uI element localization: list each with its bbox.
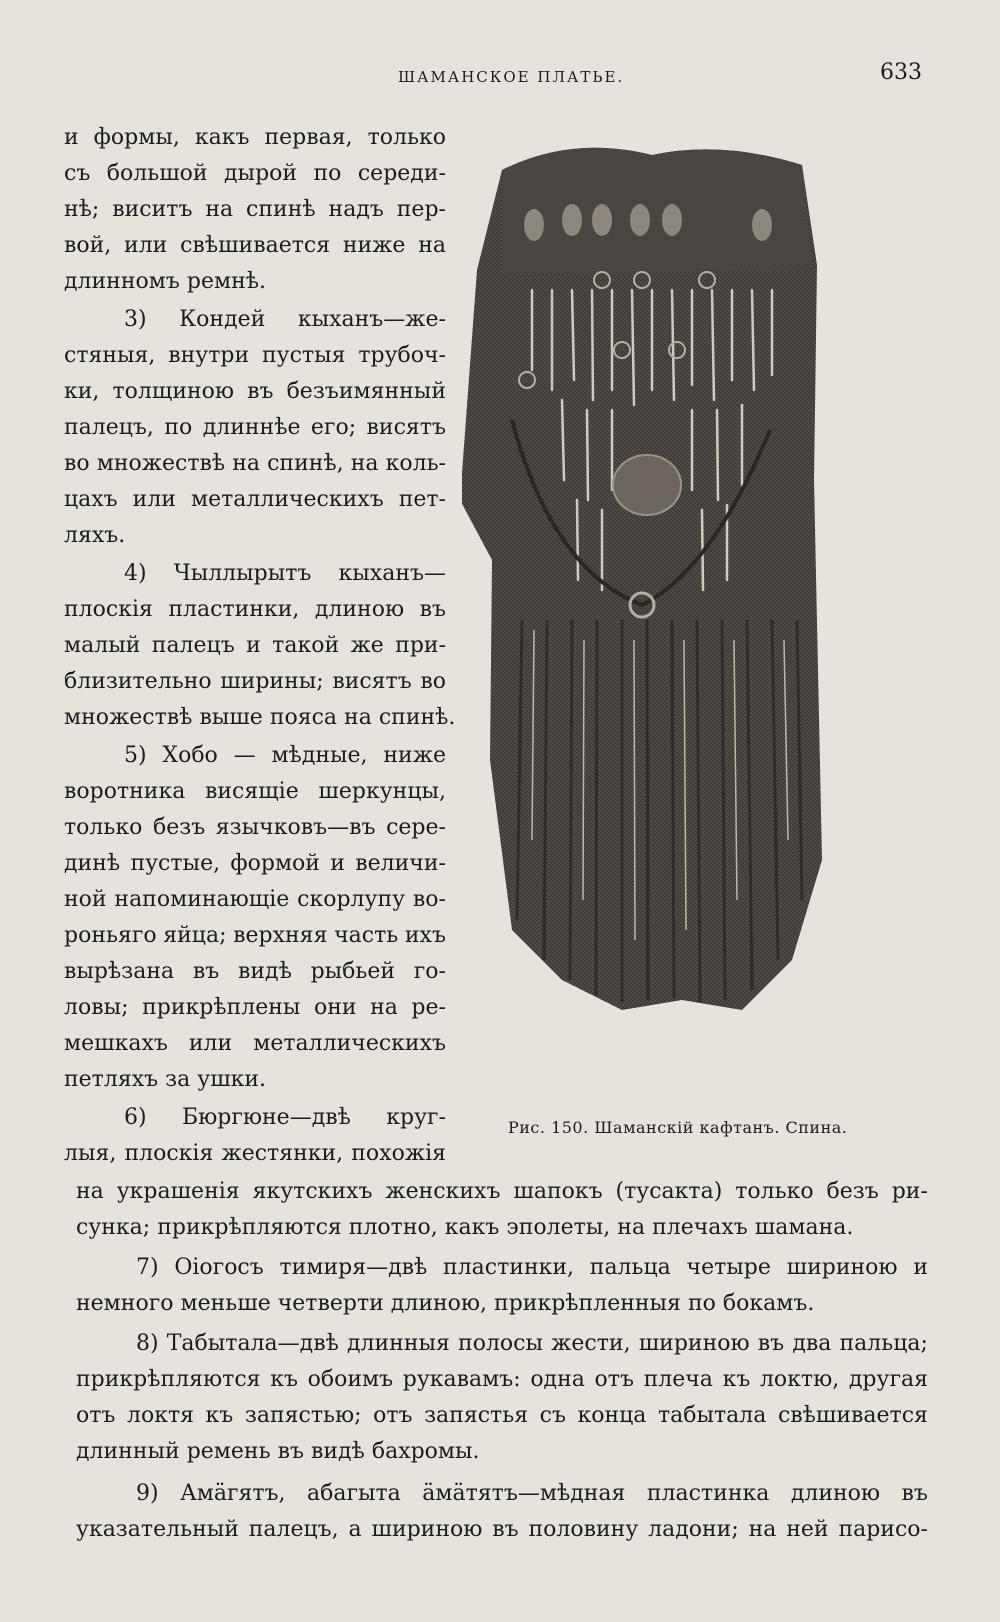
figure-caption: Рис. 150. Шаманскій кафтанъ. Спина. — [508, 1118, 848, 1137]
text-line: 8) Табытала—двѣ длинныя полосы жести, шириною въ два пальца; — [136, 1331, 928, 1356]
text-line: 9) Амäгятъ, абагыта äмäтятъ—мѣдная пластинка длиною въ — [136, 1481, 928, 1506]
caftan-engraving — [462, 140, 862, 1090]
text-line: плоскія пластинки, длиною въ — [64, 597, 446, 622]
page-number: 633 — [880, 60, 922, 85]
text-line: мешкахъ или металлическихъ — [64, 1031, 446, 1056]
text-line: динѣ пустые, формой и величи- — [64, 851, 446, 876]
text-line: указательный палецъ, а шириною въ половину ладони; на ней парисо- — [76, 1517, 928, 1542]
text-line: стяныя, внутри пустыя трубоч- — [64, 343, 446, 368]
text-line: только безъ язычковъ—въ сере- — [64, 815, 446, 840]
text-line: длинный ремень въ видѣ бахромы. — [76, 1439, 480, 1464]
text-line: нѣ; виситъ на спинѣ надъ пер- — [64, 197, 446, 222]
text-line: лыя, плоскія жестянки, похожія — [64, 1141, 446, 1166]
text-line: 6) Бюргюне—двѣ круг- — [124, 1105, 446, 1130]
text-line: на украшенія якутскихъ женскихъ шапокъ (тусакта) только безъ ри- — [76, 1179, 928, 1204]
text-line: ляхъ. — [64, 523, 126, 548]
text-line: 5) Хобо — мѣдные, ниже — [124, 743, 446, 768]
text-line: отъ локтя къ запястью; отъ запястья съ конца табытала свѣшивается — [76, 1403, 928, 1428]
text-line: петляхъ за ушки. — [64, 1067, 267, 1092]
text-line: близительно ширины; висятъ во — [64, 669, 446, 694]
text-line: множествѣ выше пояса на спинѣ. — [64, 705, 456, 730]
text-line: 3) Кондей кыханъ—же- — [124, 307, 446, 332]
text-line: воротника висящіе шеркунцы, — [64, 779, 446, 804]
text-line: роньяго яйца; верхняя часть ихъ — [64, 923, 446, 948]
text-line: вырѣзана въ видѣ рыбьей го- — [64, 959, 446, 984]
text-line: прикрѣпляются къ обоимъ рукавамъ: одна отъ плеча къ локтю, другая — [76, 1367, 928, 1392]
text-line: ки, толщиною въ безъимянный — [64, 379, 446, 404]
shaman-caftan-illustration — [462, 140, 862, 1090]
text-line: 7) Оіогосъ тимиря—двѣ пластинки, пальца четыре шириною и — [136, 1255, 928, 1280]
text-line: сунка; прикрѣпляются плотно, какъ эполеты, на плечахъ шамана. — [76, 1215, 854, 1240]
running-title: ШАМАНСКОЕ ПЛАТЬЕ. — [398, 68, 625, 86]
text-line: вой, или свѣшивается ниже на — [64, 233, 446, 258]
text-line: во множествѣ на спинѣ, на коль- — [64, 451, 446, 476]
text-line: ной напоминающіе скорлупу во- — [64, 887, 446, 912]
text-line: палецъ, по длиннѣе его; висятъ — [64, 415, 446, 440]
text-line: 4) Чыллырытъ кыханъ— — [124, 561, 446, 586]
text-line: длинномъ ремнѣ. — [64, 269, 267, 294]
text-line: ловы; прикрѣплены они на ре- — [64, 995, 446, 1020]
text-line: съ большой дырой по середи- — [64, 161, 446, 186]
text-line: цахъ или металлическихъ пет- — [64, 487, 446, 512]
text-line: немного меньше четверти длиною, прикрѣпленныя по бокамъ. — [76, 1291, 815, 1316]
text-line: и формы, какъ первая, только — [64, 125, 446, 150]
text-line: малый палецъ и такой же при- — [64, 633, 446, 658]
